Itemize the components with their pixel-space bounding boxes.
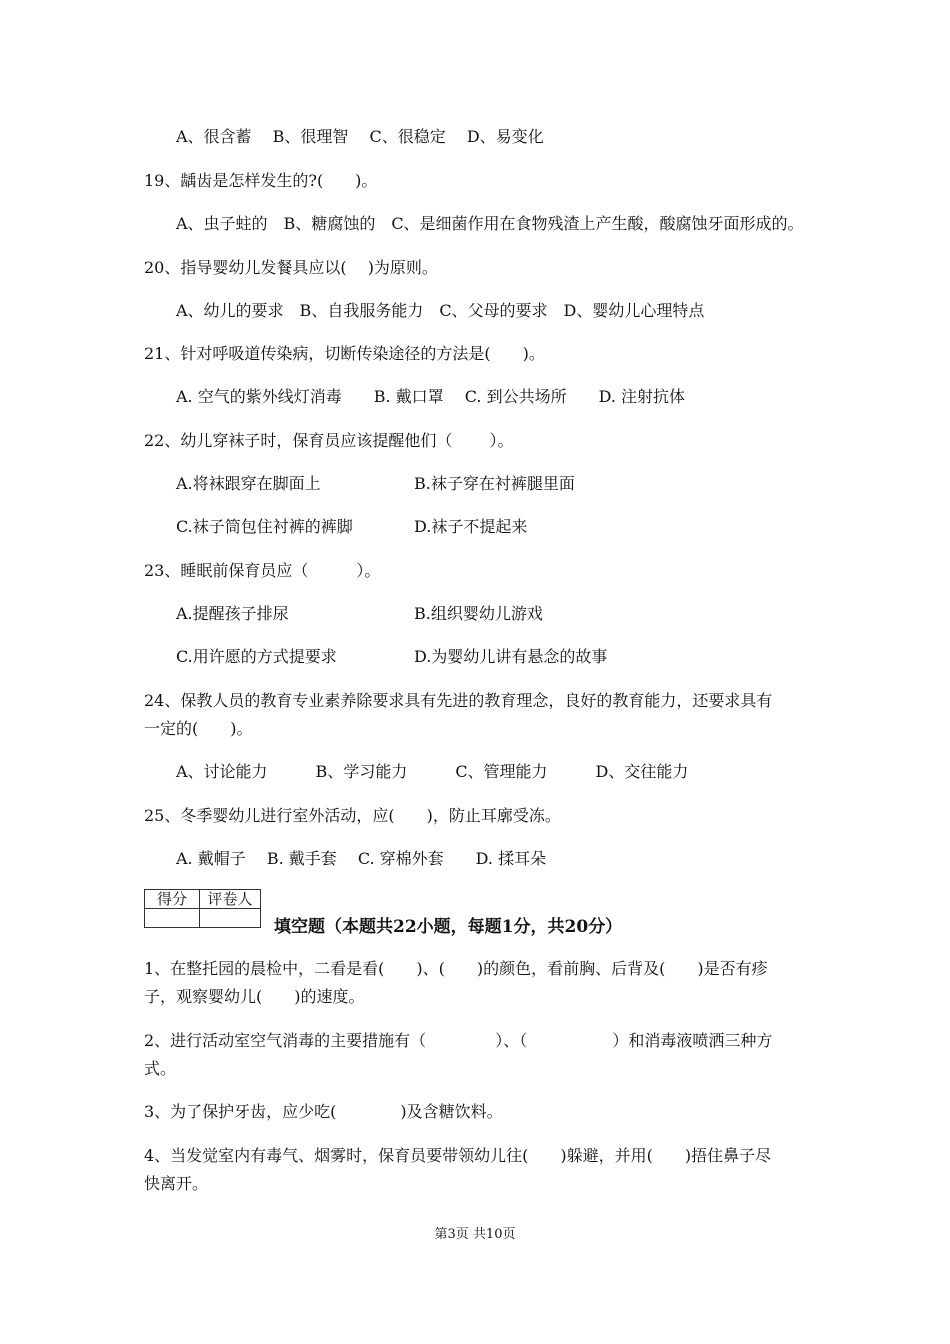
q23-option-a: A.提醒孩子排尿	[176, 604, 289, 623]
question-24-line2: 一定的( )。	[144, 719, 253, 738]
q25-options: A. 戴帽子 B. 戴手套 C. 穿棉外套 D. 揉耳朵	[176, 849, 547, 868]
q18-options: A、很含蓄 B、很理智 C、很稳定 D、易变化	[176, 127, 544, 146]
page-number: 第3页 共10页	[434, 1227, 516, 1242]
question-21: 21、针对呼吸道传染病，切断传染途径的方法是( )。	[144, 344, 545, 363]
q22-option-b: B.袜子穿在衬裤腿里面	[414, 474, 575, 493]
fill-2-line1: 2、进行活动室空气消毒的主要措施有（ ）、（ ）和消毒液喷洒三种方	[144, 1031, 773, 1050]
q20-options: A、幼儿的要求 B、自我服务能力 C、父母的要求 D、婴幼儿心理特点	[176, 301, 705, 320]
q23-option-d: D.为婴幼儿讲有悬念的故事	[414, 647, 608, 666]
score-cell	[145, 909, 200, 928]
q22-option-d: D.袜子不提起来	[414, 517, 528, 536]
question-19: 19、龋齿是怎样发生的?( )。	[144, 171, 378, 190]
q21-options: A. 空气的紫外线灯消毒 B. 戴口罩 C. 到公共场所 D. 注射抗体	[176, 387, 686, 406]
question-24-line1: 24、保教人员的教育专业素养除要求具有先进的教育理念，良好的教育能力，还要求具有	[144, 691, 773, 710]
question-25: 25、冬季婴幼儿进行室外活动，应( )，防止耳廓受冻。	[144, 806, 561, 825]
fill-2-line2: 式。	[144, 1059, 177, 1078]
fill-1-line1: 1、在整托园的晨检中，二看是看( )、( )的颜色，看前胸、后背及( )是否有疹	[144, 959, 768, 978]
q23-option-c: C.用许愿的方式提要求	[176, 647, 337, 666]
q22-option-a: A.将袜跟穿在脚面上	[176, 474, 321, 493]
score-label: 得分	[145, 890, 200, 909]
fill-4-line2: 快离开。	[144, 1174, 209, 1193]
section-title: 填空题（本题共22小题，每题1分，共20分）	[274, 917, 623, 937]
question-22: 22、幼儿穿袜子时，保育员应该提醒他们（ ）。	[144, 431, 514, 450]
question-20: 20、指导婴幼儿发餐具应以( )为原则。	[144, 258, 438, 277]
fill-1-line2: 子，观察婴幼儿( )的速度。	[144, 987, 365, 1006]
q22-option-c: C.袜子筒包住衬裤的裤脚	[176, 517, 353, 536]
reviewer-label: 评卷人	[200, 890, 261, 909]
q24-options: A、讨论能力 B、学习能力 C、管理能力 D、交往能力	[176, 762, 689, 781]
question-23: 23、睡眠前保育员应（ ）。	[144, 561, 381, 580]
q23-option-b: B.组织婴幼儿游戏	[414, 604, 543, 623]
q19-options: A、虫子蛀的 B、糖腐蚀的 C、是细菌作用在食物残渣上产生酸，酸腐蚀牙面形成的。	[176, 214, 804, 233]
fill-3: 3、为了保护牙齿，应少吃( )及含糖饮料。	[144, 1102, 503, 1121]
score-box	[144, 889, 261, 928]
reviewer-cell	[200, 909, 261, 928]
fill-4-line1: 4、当发觉室内有毒气、烟雾时，保育员要带领幼儿往( )躲避，并用( )捂住鼻子尽	[144, 1146, 772, 1165]
